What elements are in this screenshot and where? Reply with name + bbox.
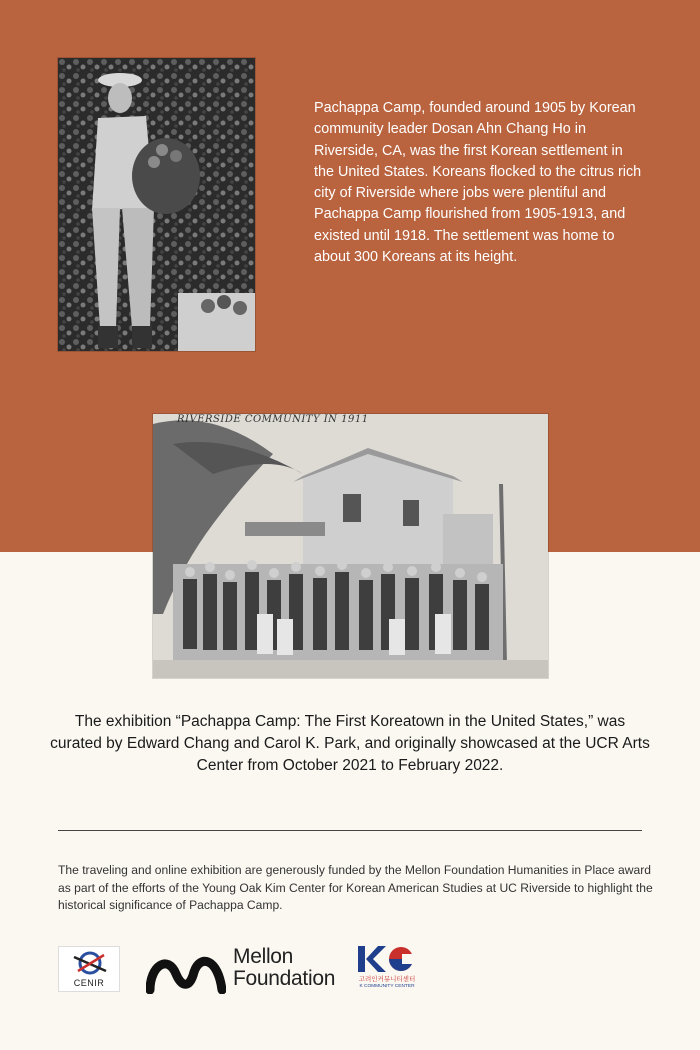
cenir-logo — [58, 946, 120, 992]
mellon-wordmark-line1: Mellon — [233, 945, 294, 968]
photo-caption: RIVERSIDE COMMUNITY IN 1911 — [177, 414, 369, 425]
exhibition-description: The exhibition “Pachappa Camp: The First Koreatown in the United States,” was curated by Edward Chang and Carol K. Park, and originally showcased at the UCR Arts Center from October 2021 to February 2022. — [50, 713, 650, 774]
mellon-wordmark-line2: Foundation — [233, 967, 336, 990]
mellon-mark-icon — [146, 948, 226, 994]
farmer-photo — [58, 58, 255, 351]
kc-korean-label: 고려인커뮤니티센터 — [358, 976, 416, 983]
kc-english-label: K COMMUNITY CENTER — [359, 984, 415, 989]
intro-paragraph: Pachappa Camp, founded around 1905 by Korean community leader Dosan Ahn Chang Ho in Riverside, CA, was the first Korean settlement in the United States. Koreans flocked to the citrus rich city of Riverside where jobs were plentiful and Pachappa Camp flourished from 1905-1913, and existed until 1918. The settlement was home to about 300 Koreans at its height. — [314, 100, 642, 266]
k-community-center-logo — [356, 944, 418, 992]
group-photo — [153, 414, 548, 678]
funding-note: The traveling and online exhibition are generously funded by the Mellon Foundation Humanities in Place award as part of the efforts of the Young Oak Kim Center for Korean American Studies at UC Riverside to highlight the historical significance of Pachappa Camp. — [58, 863, 653, 912]
divider — [58, 830, 642, 831]
cenir-label: CENIR — [73, 978, 105, 988]
mellon-wordmark — [233, 946, 353, 990]
